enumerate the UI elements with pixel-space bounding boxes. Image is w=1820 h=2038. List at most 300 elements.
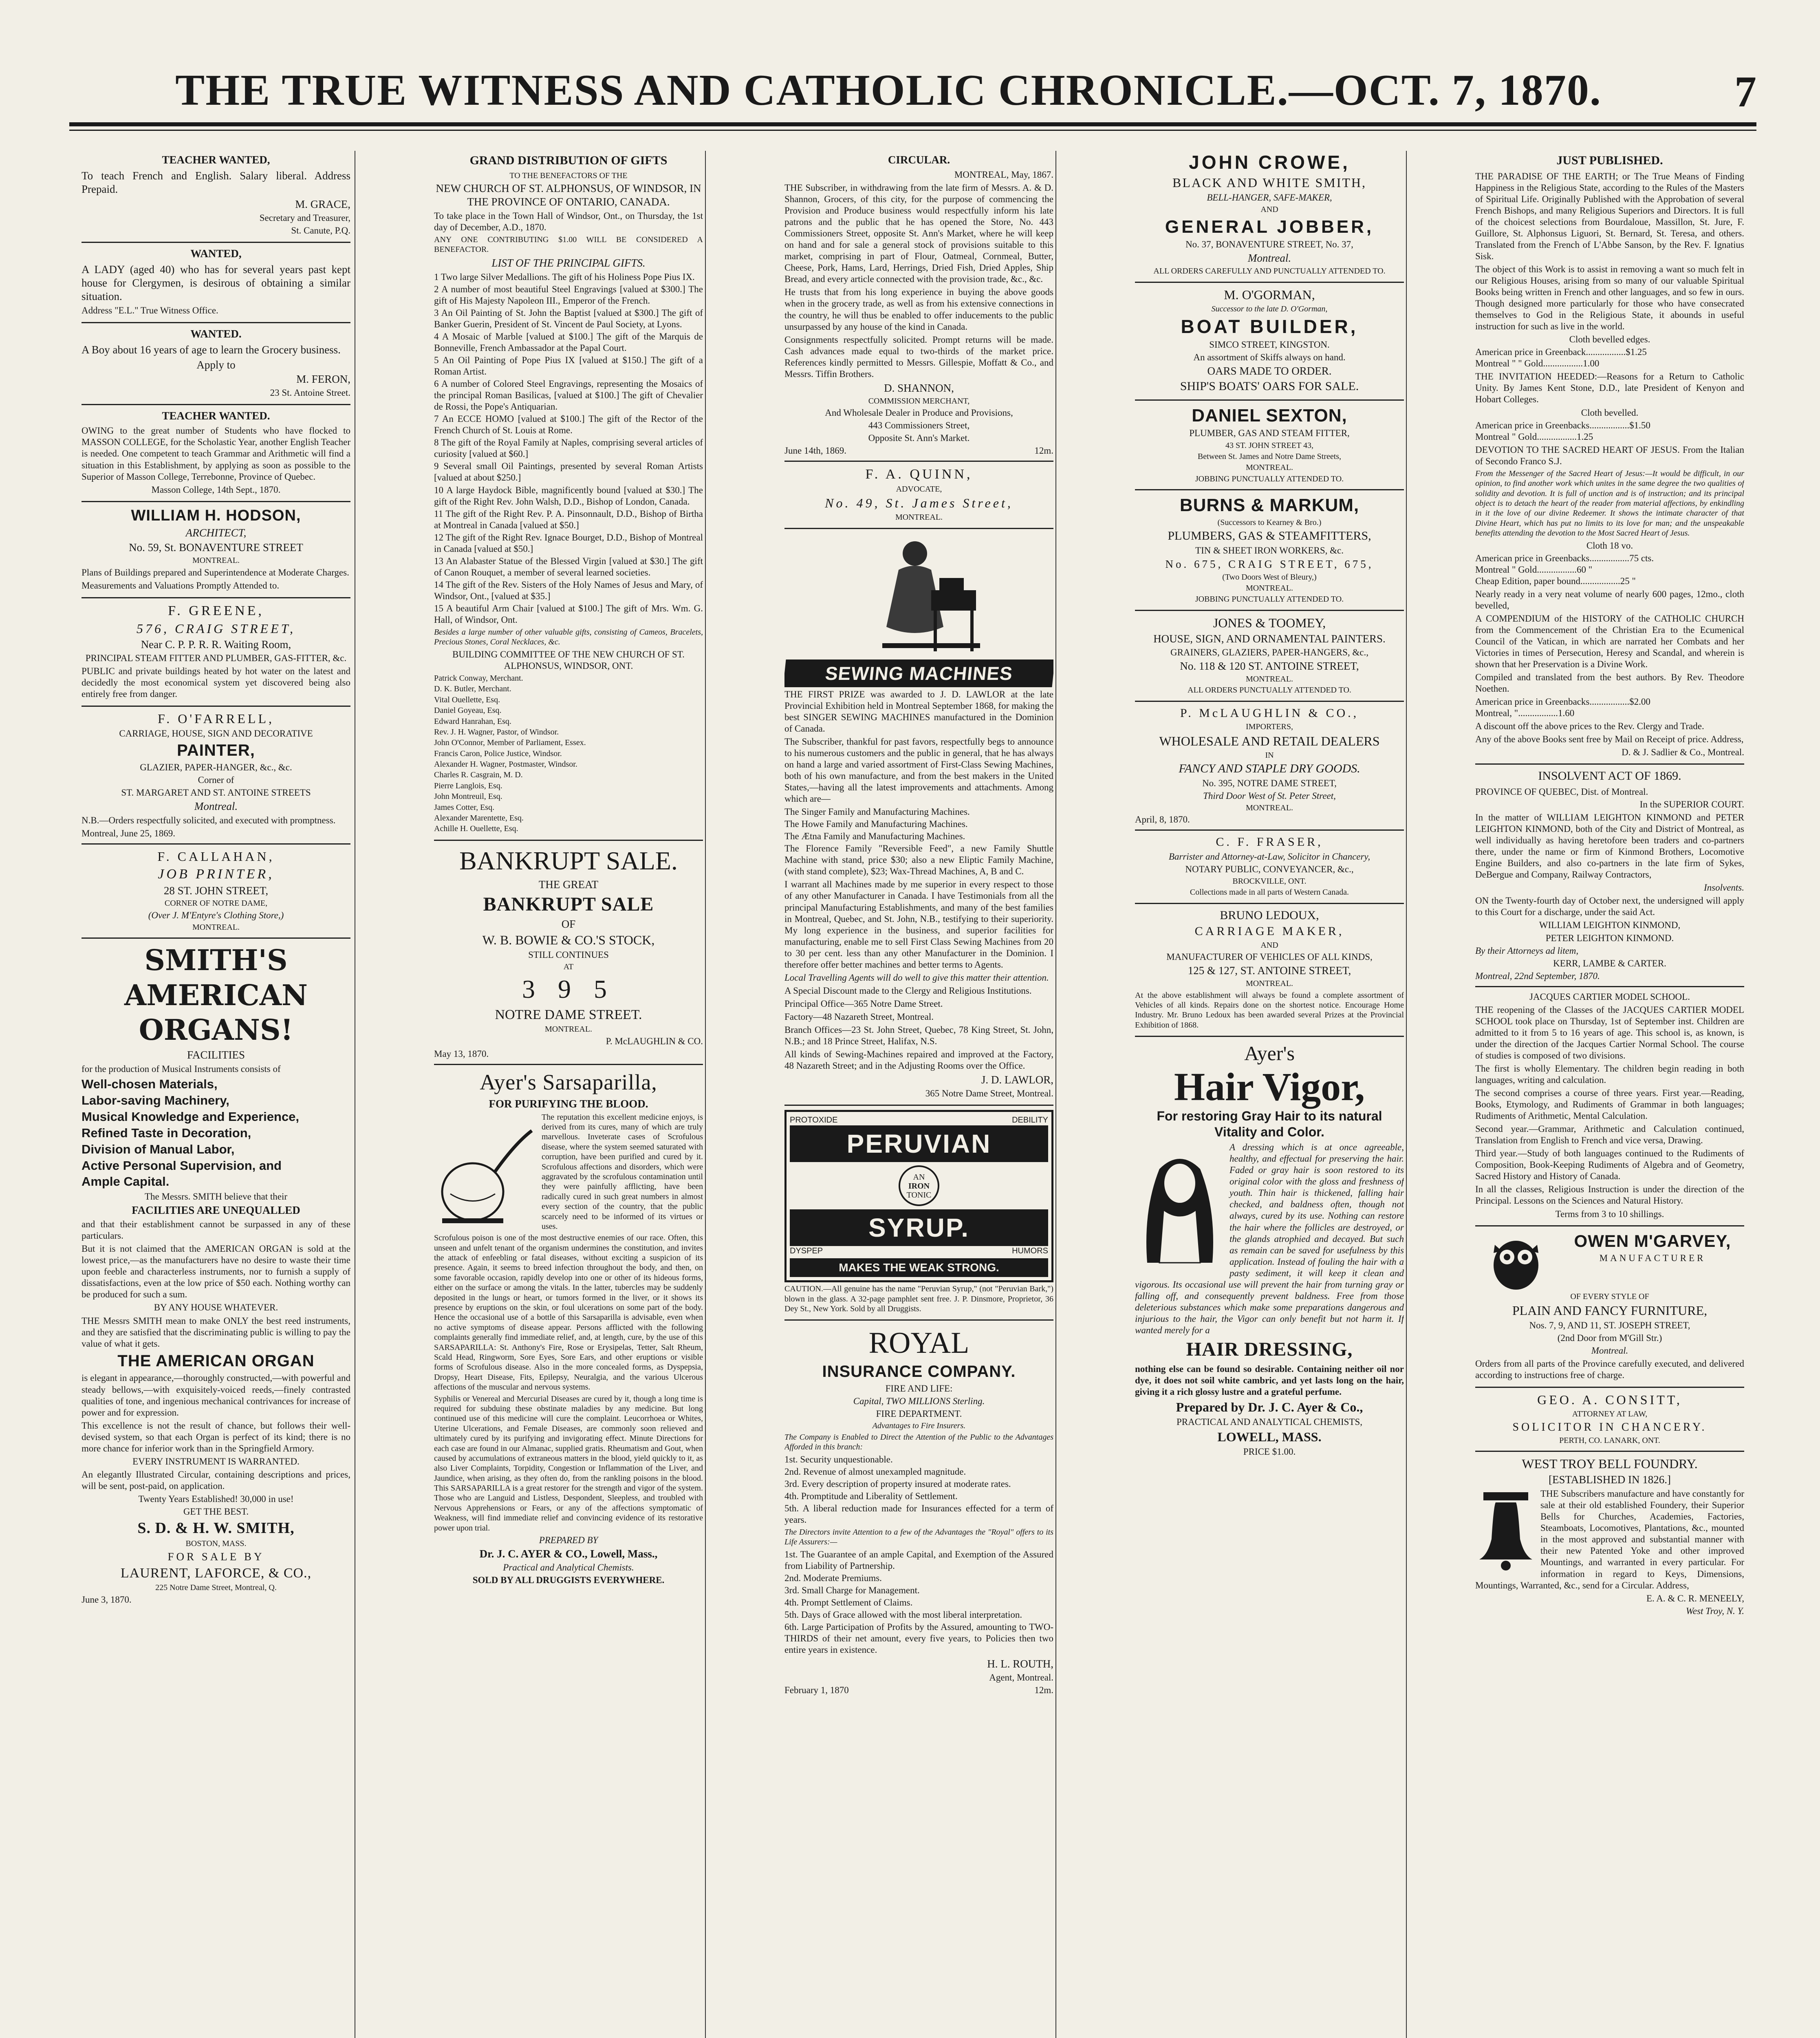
- ad-text: OARS MADE TO ORDER.: [1207, 365, 1332, 377]
- ad-address: No. 395, NOTRE DAME STREET,: [1202, 778, 1337, 788]
- ad-text: Third Door West of St. Peter Street,: [1203, 790, 1336, 801]
- ad-address: No. 37, BONAVENTURE STREET, No. 37,: [1185, 239, 1353, 250]
- ad-name: OWEN M'GARVEY,: [1574, 1231, 1731, 1251]
- ad-heading: HAIR DRESSING,: [1186, 1338, 1353, 1360]
- list-item: Refined Taste in Decoration,: [82, 1125, 251, 1140]
- ad-address: 28 ST. JOHN STREET,: [163, 884, 269, 897]
- life-advantages-list: [784, 1549, 1053, 1656]
- ad-bruno-ledoux: [1135, 908, 1404, 1037]
- ad-text: This excellence is not the result of chance, but follows their well-devised system, so that each Organ is perfect of its kind; there is no more chance for inferior work than in the Springfield Armory.: [82, 1420, 350, 1454]
- ad-trade: GLAZIER, PAPER-HANGER, &c., &c.: [140, 762, 292, 772]
- label-word: PROTOXIDE: [790, 1116, 838, 1125]
- ad-heading: TEACHER WANTED.: [162, 410, 270, 422]
- ad-name: JONES & TOOMEY,: [1213, 615, 1326, 630]
- ad-text: Third year.—Study of both languages continued to the Rudiments of Composition, Book-Keeping Rudiments of Algebra and of Geometry, Sacred History and History of Canada.: [1475, 1148, 1744, 1182]
- list-item: James Cotter, Esq.: [434, 803, 495, 812]
- ad-heading: PAINTER,: [177, 741, 255, 760]
- ad-trade: WHOLESALE AND RETAIL DEALERS: [1159, 733, 1380, 748]
- ad-text: Cloth 18 vo.: [1586, 540, 1633, 551]
- syrup-tagline: MAKES THE WEAK STRONG.: [790, 1258, 1048, 1277]
- ad-city: MONTREAL.: [1245, 584, 1293, 593]
- ad-address: NOTRE DAME STREET.: [495, 1007, 642, 1022]
- ad-text: Insolvents.: [1703, 882, 1744, 893]
- features-list: [82, 1076, 350, 1189]
- ad-text: SHIP'S BOATS' OARS FOR SALE.: [1180, 379, 1359, 393]
- ad-date: Montreal, 22nd September, 1870.: [1475, 970, 1600, 981]
- list-item: 2 A number of most beautiful Steel Engravings [valued at $300.] The gift of His Majesty Napoleon III., Emperor of the French.: [434, 284, 703, 306]
- ad-address: 43 ST. JOHN STREET 43,: [1225, 441, 1313, 450]
- ad-heading: WEST TROY BELL FOUNDRY.: [1522, 1456, 1698, 1471]
- ad-peruvian-syrup: [784, 1110, 1053, 1321]
- ad-text: Collections made in all parts of Western Canada.: [1190, 888, 1349, 897]
- list-item: The Howe Family and Manufacturing Machines.: [784, 819, 968, 829]
- price-line: American price in Greenbacks.................75 cts.: [1475, 553, 1654, 563]
- list-item: Alexander H. Wagner, Postmaster, Windsor.: [434, 760, 577, 769]
- list-item: 6th. Large Participation of Profits by the Assured, amounting to TWO-THIRDS of their net amount, every five years, to Policies then two entire years in existence.: [784, 1622, 1053, 1655]
- ad-heading: JUST PUBLISHED.: [1556, 154, 1663, 167]
- ad-name: P. McLAUGHLIN & CO.: [606, 1036, 703, 1046]
- list-item: Active Personal Supervision, and: [82, 1158, 282, 1173]
- ad-text: Cloth bevelled.: [1581, 407, 1639, 418]
- ad-text: OF: [561, 918, 576, 931]
- ad-text: Branch Offices—23 St. John Street, Quebec, 78 King Street, St. John, N.B.; and 18 Prince Street, Halifax, N.S.: [784, 1025, 1053, 1047]
- list-item: The Ætna Family and Manufacturing Machines.: [784, 831, 965, 842]
- label-arc: [790, 1115, 1048, 1125]
- ad-trade: HOUSE, SIGN, AND ORNAMENTAL PAINTERS.: [1153, 632, 1386, 645]
- ad-signature: E. A. & C. R. MENEELY,: [1646, 1593, 1744, 1603]
- ad-bankrupt-sale: [434, 845, 703, 1065]
- ad-text: PREPARED BY: [539, 1535, 598, 1546]
- ad-text: OWING to the great number of Students who have flocked to MASSON COLLEGE, for the Scholastic Year, another English Teacher is needed. One competent to teach Grammar and Arithmetic will find a situation in this Establishment, by applying as soon as possible to the Superior of Masson College, Terrebonne, Province of Quebec.: [82, 426, 350, 482]
- list-item: Vital Ouellette, Esq.: [434, 695, 500, 704]
- ad-text: Any of the above Books sent free by Mail on Receipt of price. Address,: [1475, 734, 1744, 745]
- machines-list: [784, 806, 1053, 877]
- ad-address: No. 59, St. BONAVENTURE STREET: [129, 541, 303, 554]
- price-line: Montreal, ".................1.60: [1475, 708, 1575, 719]
- ad-heading: TEACHER WANTED,: [162, 154, 270, 166]
- ad-west-troy-bell: [1475, 1456, 1744, 1622]
- ad-name: F. O'FARRELL,: [158, 711, 274, 726]
- ad-date: MONTREAL, May, 1867.: [954, 169, 1053, 180]
- ad-text: Twenty Years Established! 30,000 in use!: [138, 1493, 294, 1504]
- ad-name: GEO. A. CONSITT,: [1537, 1392, 1682, 1407]
- ad-address: ST. MARGARET AND ST. ANTOINE STREETS: [121, 787, 311, 798]
- ad-ayers-hair-vigor: [1135, 1041, 1404, 1463]
- list-item: John O'Connor, Member of Parliament, Essex.: [434, 738, 586, 748]
- ad-text: (Over J. M'Entyre's Clothing Store,): [148, 910, 284, 920]
- ad-text: FOR SALE BY: [167, 1550, 264, 1563]
- ad-date: Masson College, 14th Sept., 1870.: [151, 484, 281, 495]
- gifts-list: [434, 271, 703, 626]
- ad-text: N.B.—Orders respectfully solicited, and executed with promptness.: [82, 815, 336, 825]
- ad-headline: ORGANS!: [139, 1013, 293, 1047]
- ad-text: A discount off the above prices to the Rev. Clergy and Trade.: [1475, 721, 1704, 732]
- ad-footer: [784, 1685, 1053, 1696]
- syrup-name: SYRUP.: [790, 1209, 1048, 1246]
- ad-subheading: BY ANY HOUSE WHATEVER.: [154, 1302, 278, 1313]
- ad-grand-distribution: [434, 153, 703, 841]
- ad-ofarrell: [82, 711, 350, 845]
- ad-wanted-lady: [82, 247, 350, 323]
- ad-text: JOBBING PUNCTUALLY ATTENDED TO.: [1195, 595, 1344, 604]
- ad-subheading: FIRE DEPARTMENT.: [876, 1408, 962, 1419]
- ad-text: Near C. P. P. R. R. Waiting Room,: [141, 638, 291, 651]
- ad-text: AND: [1260, 205, 1278, 214]
- ad-text: DEVOTION TO THE SACRED HEART OF JESUS. From the Italian of Secondo Franco S.J.: [1475, 444, 1744, 466]
- ad-trade: JOB PRINTER,: [158, 867, 274, 882]
- ad-text: The Company is Enabled to Direct the Attention of the Public to the Advantages Afforded in this branch:: [784, 1433, 1053, 1452]
- ad-address: Address "E.L." True Witness Office.: [82, 305, 218, 315]
- list-item: Rev. J. H. Wagner, Pastor, of Windsor.: [434, 727, 559, 737]
- price-line: American price in Greenbacks.................$2.00: [1475, 697, 1650, 707]
- ad-mclaughlin: [1135, 706, 1404, 831]
- ad-city: PERTH, CO. LANARK, ONT.: [1559, 1436, 1660, 1445]
- ad-headline: ROYAL: [868, 1326, 969, 1360]
- masthead-rule-thin: [69, 130, 1756, 131]
- ad-ogorman: [1135, 287, 1404, 401]
- seal-word: AN: [913, 1172, 925, 1182]
- ad-sewing-machines: [784, 533, 1053, 1106]
- ad-text: [ESTABLISHED IN 1826.]: [1548, 1473, 1671, 1486]
- price-line: American price in Greenbacks.................$1.50: [1475, 420, 1650, 430]
- list-item: Daniel Goyeau, Esq.: [434, 706, 502, 715]
- ad-fraser: [1135, 835, 1404, 904]
- ad-text: THE FIRST PRIZE was awarded to J. D. LAWLOR at the late Provincial Exhibition held in Montreal September 1868, for making the best SINGER SEWING MACHINES manufactured in the Dominion of Canada.: [784, 689, 1053, 734]
- column-divider: [1406, 151, 1407, 2038]
- ad-text: In the matter of WILLIAM LEIGHTON KINMOND and PETER LEIGHTON KINMOND, both of the City and District of Montreal, as well individually as having heretofore been traders and co-partners there, under the name or firm of Kinmond Brothers, Locomotive Engine Builders, and also co-partners in the late firm of Sykes, DeBergue and Company, Railway Contractors,: [1475, 812, 1744, 880]
- ad-text: A LADY (aged 40) who has for several years past kept house for Clergymen, is desirous of obtaining a similar situation.: [82, 263, 350, 302]
- ad-role: IMPORTERS,: [1245, 722, 1293, 732]
- ad-text: A dressing which is at once agreeable, healthy, and effectual for preserving the hair. Faded or gray hair is soon restored to its original color with the gloss and freshness of youth. Thin hair is thickened, falling hair checked, and baldness often, though not always, cured by its use. Nothing can restore the hair where the follicles are destroyed, or the glands atrophied and decayed. But such as remain can be saved for usefulness by this application. Instead of fouling the hair with a pasty sediment, it will keep it clean and vigorous. Its occasional use will prevent the hair from turning gray or falling off, and consequently prevent baldness. Free from those deleterious substances which make some preparations dangerous and injurious to the hair, the Vigor can only benefit but not harm it. If wanted merely for a: [1135, 1142, 1404, 1335]
- ad-jones-toomey: [1135, 615, 1404, 702]
- ad-trade: FANCY AND STAPLE DRY GOODS.: [1179, 762, 1360, 776]
- ad-greene: [82, 602, 350, 707]
- ad-john-crowe: [1135, 151, 1404, 283]
- ad-text: CAUTION.—All genuine has the name "Peruvian Syrup," (not "Peruvian Bark,") blown in the glass. A 32-page pamphlet sent free. J. P. Dinsmore, Proprietor, 36 Dey St., New York. Sold by all Druggists.: [784, 1284, 1053, 1314]
- ad-headline: Ayer's: [1244, 1042, 1295, 1065]
- ad-text: (2nd Door from M'Gill Str.): [1557, 1333, 1662, 1343]
- ad-headline: BANKRUPT SALE.: [459, 846, 678, 875]
- ad-name: D. SHANNON,: [884, 382, 954, 394]
- ad-text: ANY ONE CONTRIBUTING $1.00 WILL BE CONSIDERED A BENEFACTOR.: [434, 235, 703, 254]
- ad-text: Principal Office—365 Notre Dame Street.: [784, 998, 943, 1009]
- ad-headline: SMITH'S: [144, 943, 288, 977]
- ad-signature: Secretary and Treasurer,: [259, 212, 350, 223]
- ad-text: The reputation this excellent medicine enjoys, is derived from its cures, many of which are truly marvellous. Inveterate cases of Scrofulous disease, where the system seemed saturated with corruption, have been purified and cured by it. Scrofulous affections and disorders, which were aggravated by the scrofulous contamination until they were painfully afflicting, have been radically cured in such great numbers in almost every section of the country, that the public scarcely need to be informed of its virtues or uses.: [542, 1112, 703, 1231]
- iron-tonic-seal: [899, 1165, 939, 1206]
- column-1: [82, 151, 350, 2038]
- ad-text: FIRE AND LIFE:: [885, 1383, 953, 1394]
- ad-just-published: [1475, 153, 1744, 765]
- ad-text: Plans of Buildings prepared and Superintendence at Moderate Charges.: [82, 567, 349, 578]
- ad-date: Montreal, June 25, 1869.: [82, 828, 175, 838]
- list-item: 9 Several small Oil Paintings, presented by several Roman Artists [valued at about $250.]: [434, 461, 703, 483]
- ad-name: BRUNO LEDOUX,: [1220, 908, 1319, 922]
- label-word: DEBILITY: [1012, 1116, 1048, 1125]
- seal-word: TONIC: [906, 1190, 932, 1200]
- list-item: 1st. Security unquestionable.: [784, 1454, 893, 1465]
- list-item: Achille H. Ouellette, Esq.: [434, 824, 518, 834]
- ad-text: Orders from all parts of the Province carefully executed, and delivered according to instructions free of charge.: [1475, 1359, 1744, 1381]
- ad-address: No. 675, CRAIG STREET, 675,: [1165, 558, 1374, 570]
- ad-text: Corner of: [198, 774, 234, 785]
- ad-city: MONTREAL.: [544, 1025, 593, 1034]
- ad-text: I warrant all Machines made by me superior in every respect to those of any other Manufacturer in Canada. I have Testimonials from all the principal Manufacturing Establishments, and many of the best families in Montreal, Quebec, and St. John, N.B., testifying to their superiority. My long experience in the business, and superior facilities for manufacturing, enable me to sell First Class Sewing Machines from 20 to 30 per cent. less than any other Manufacturer in the Dominion. I therefore offer better machines and better terms to Agents.: [784, 879, 1053, 970]
- ad-text: Nearly ready in a very neat volume of nearly 600 pages, 12mo., cloth bevelled,: [1475, 589, 1744, 611]
- ad-callahan: [82, 849, 350, 939]
- ad-text: THE PARADISE OF THE EARTH; or The True Means of Finding Happiness in the Religious State, according to the Rules of the Masters of Spiritual Life. Originally Published with the Approbation of several French Bishops, and many Religious Superiors and Directors. It is full of the choicest selections from Bourdaloue, Massillon, St. Jure, F. Guillore, St. Alphonsus Liguori, St. Bernard, St. Teresa, and others. Translated from the French of L'Abbe Sanson, by the Rev. F. Ignatius Sisk.: [1475, 171, 1744, 261]
- list-item: Pierre Langlois, Esq.: [434, 781, 502, 790]
- list-item: 5th. Days of Grace allowed with the most liberal interpretation.: [784, 1610, 1022, 1620]
- ad-text: The Subscriber, thankful for past favors, respectfully begs to announce to his numerous customers and the public in general, that he has always on hand a large and varied assortment of First-Class Sewing Machines, both of his own manufacture, and from the best makers in the United States,—having all the latest improvements and attachments. Among which are—: [784, 736, 1053, 804]
- ad-name: LAURENT, LAFORCE, & CO.,: [120, 1565, 312, 1581]
- ad-text: Measurements and Valuations Promptly Attended to.: [82, 580, 280, 591]
- bell-illustration: [1475, 1490, 1536, 1572]
- ad-text: ON the Twenty-fourth day of October next, the undersigned will apply to this Court for a discharge, under the said Act.: [1475, 895, 1744, 918]
- ad-text: From the Messenger of the Sacred Heart of Jesus:—It would be difficult, in our opinion, to find another work which unites in the same degree the two qualities of solidity and devotion. It is full of unction and is of instruction; and its principal object is to detach the heart of the reader from material affections, by enkindling in it the love of our divine Redeemer. It shows the intimate character of that Divine Heart, which has put no limits to its love for man; and the unspeakable benefits attending the devotion to the Most Sacred Heart of Jesus.: [1475, 469, 1744, 538]
- ad-text: The first is wholly Elementary. The children begin reading in both languages, writing and calculation.: [1475, 1063, 1744, 1085]
- ad-headline: AMERICAN: [124, 978, 308, 1012]
- ad-address: 23 St. Antoine Street.: [270, 388, 350, 398]
- ad-text: AT: [563, 962, 574, 972]
- list-item: John Montreuil, Esq.: [434, 792, 502, 801]
- column-4: [1135, 151, 1404, 2038]
- ad-trade: TIN & SHEET IRON WORKERS, &c.: [1195, 545, 1344, 556]
- ad-signature: PETER LEIGHTON KINMOND.: [1545, 933, 1674, 943]
- list-item: Edward Hanrahan, Esq.: [434, 717, 511, 726]
- ad-name: Dr. J. C. AYER & CO., Lowell, Mass.,: [479, 1548, 658, 1560]
- list-item: The Florence Family "Reversible Feed", a new Family Shuttle Machine with stand, price $30; also a new Eliptic Family Machine, (with stand complete), $23; Wax-Thread Machines, A, B and C.: [784, 843, 1053, 877]
- ad-role: MANUFACTURER: [1599, 1253, 1706, 1263]
- ad-headline: THE AMERICAN ORGAN: [117, 1352, 315, 1370]
- ad-consitt: [1475, 1392, 1744, 1452]
- ad-quinn: [784, 466, 1053, 529]
- ad-heading: CIRCULAR.: [888, 154, 950, 166]
- ad-teacher-wanted: [82, 153, 350, 243]
- ad-role: Agent, Montreal.: [989, 1672, 1053, 1683]
- list-item: 1 Two large Silver Medallions. The gift of his Holiness Pope Pius IX.: [434, 271, 695, 282]
- masthead: [69, 65, 1756, 126]
- ad-subheading: FACILITIES ARE UNEQUALLED: [132, 1204, 300, 1217]
- ad-headline-banner: SEWING MACHINES: [784, 659, 1053, 687]
- ad-text: The second comprises a course of three years. First year.—Reading, Books, Etymology, and Rudiments of Grammar in both languages; Rudiments of Arithmetic, Mental Calculation.: [1475, 1088, 1744, 1121]
- ad-signature: H. L. ROUTH,: [987, 1658, 1053, 1670]
- ad-text: A Special Discount made to the Clergy and Religious Institutions.: [784, 985, 1032, 996]
- list-item: The Singer Family and Manufacturing Machines.: [784, 807, 970, 817]
- ad-text: He trusts that from his long experience in buying the above goods when in the grocery trade, as well as from his extensive connections in the country, he will thus be enabled to offer inducements to the public unsurpassed by any house of the kind in Canada.: [784, 287, 1053, 332]
- ad-name: DANIEL SEXTON,: [1192, 405, 1347, 426]
- ad-royal-insurance: [784, 1325, 1053, 1700]
- ad-text: THE Subscriber, in withdrawing from the late firm of Messrs. A. & D. Shannon, Grocers, of this city, for the purpose of commencing the Provision and Produce business would respectfully inform his late patrons and the public that he has opened the Store, No. 443 Commissioners Street, opposite St. Ann's Market, where he will keep on hand and for sale a general stock of provisions suitable to this market, comprising in part of Flour, Oatmeal, Cornmeal, Butter, Cheese, Pork, Hams, Lard, Herrings, Dried Fish, Dried Apples, Ship Bread, and every article connected with the provision trade, &c., &c.: [784, 182, 1053, 285]
- ad-text: Terms from 3 to 10 shillings.: [1555, 1209, 1664, 1219]
- ad-text: TO THE BENEFACTORS OF THE: [509, 171, 628, 180]
- ad-text: PROVINCE OF QUEBEC, Dist. of Montreal.: [1475, 786, 1648, 797]
- ad-text: THE Subscribers manufacture and have constantly for sale at their old established Foundery, their Superior Bells for Churches, Academies, Factories, Steamboats, Locomotives, Plantations, &c., mounted in the most approved and substantial manner with their new Patented Yoke and other improved Mountings, and warranted in every particular. For information in regard to Keys, Dimensions, Mountings, Warranted, &c., send for a Circular. Address,: [1475, 1489, 1744, 1590]
- ad-text: Practical and Analytical Chemists.: [503, 1562, 634, 1573]
- ad-heading: BANKRUPT SALE: [483, 893, 654, 915]
- ad-trade: GRAINERS, GLAZIERS, PAPER-HANGERS, &c.,: [1170, 647, 1369, 657]
- ad-city: Montreal.: [1247, 252, 1291, 265]
- ad-trade: PRINCIPAL STEAM FITTER AND PLUMBER, GAS-FITTER, &c.: [85, 653, 347, 663]
- syrup-name: PERUVIAN: [790, 1125, 1048, 1162]
- ad-address: Nos. 7, 9, AND 11, ST. JOSEPH STREET,: [1529, 1320, 1690, 1330]
- price-line: Montreal " " Gold.................1.00: [1475, 358, 1600, 369]
- ad-trade: CARRIAGE, HOUSE, SIGN AND DECORATIVE: [119, 728, 313, 739]
- ad-date: June 3, 1870.: [82, 1594, 132, 1605]
- ad-heading: BOAT BUILDER,: [1181, 316, 1358, 337]
- ad-role: ARCHITECT,: [185, 527, 247, 539]
- ad-city: MONTREAL.: [1245, 463, 1293, 472]
- fire-advantages-list: [784, 1454, 1053, 1526]
- ad-text: Capital, TWO MILLIONS Sterling.: [853, 1396, 985, 1406]
- ad-city: MONTREAL.: [1245, 979, 1293, 988]
- label-word: DYSPEP: [790, 1246, 823, 1255]
- list-item: 2nd. Moderate Premiums.: [784, 1573, 882, 1583]
- ad-heading: GENERAL JOBBER,: [1165, 216, 1374, 237]
- ad-signature: D. & J. Sadlier & Co., Montreal.: [1622, 747, 1744, 758]
- newspaper-title: THE TRUE WITNESS AND CATHOLIC CHRONICLE.—OCT. 7, 1870.: [175, 66, 1602, 115]
- ad-text: nothing else can be found so desirable. Containing neither oil nor dye, it does not soil white cambric, and yet lasts long on the hair, giving it a rich glossy lustre and a grateful perfume.: [1135, 1363, 1404, 1397]
- syrup-label: [784, 1110, 1053, 1282]
- ad-text: AND: [1260, 940, 1278, 950]
- ad-text: Between St. James and Notre Dame Streets,: [1197, 452, 1342, 461]
- ad-city: MONTREAL.: [192, 922, 240, 932]
- ad-text: To teach French and English. Salary liberal. Address Prepaid.: [82, 169, 350, 195]
- ad-role: ADVOCATE,: [896, 484, 942, 494]
- ad-name: P. McLAUGHLIN & CO.,: [1180, 706, 1359, 720]
- column-divider: [1055, 151, 1056, 2038]
- ad-text: GET THE BEST.: [183, 1506, 249, 1517]
- ad-date: April, 8, 1870.: [1135, 814, 1190, 825]
- list-item: 3 An Oil Painting of St. John the Baptist [valued at $300.] The gift of Banker Guerin, President of St. Vincent de Paul Society, at Lyons.: [434, 307, 703, 329]
- ad-address: 225 Notre Dame Street, Montreal, Q.: [155, 1583, 277, 1592]
- list-item: 6 A number of Colored Steel Engravings, representing the Mosaics of the principal Roman Basilicas, [valued at $100.] The gift of Chevalier de Rossi, the Pope's Antiquarian.: [434, 379, 703, 412]
- ad-text: In all the classes, Religious Instruction is under the direction of the Principal. Lessons on the Sciences and Natural History.: [1475, 1184, 1744, 1206]
- list-item: Well-chosen Materials,: [82, 1077, 218, 1092]
- ad-trade: PLUMBERS, GAS & STEAMFITTERS,: [1168, 529, 1371, 543]
- ad-text: Local Travelling Agents will do well to give this matter their attention.: [784, 972, 1049, 983]
- list-item: 3rd. Small Charge for Management.: [784, 1585, 920, 1596]
- ad-heading: INSURANCE COMPANY.: [822, 1362, 1016, 1381]
- seal-word: IRON: [908, 1181, 930, 1191]
- ad-subheading: FACILITIES: [187, 1049, 245, 1061]
- ad-text: Factory—48 Nazareth Street, Montreal.: [784, 1011, 934, 1022]
- ad-address: Opposite St. Ann's Market.: [868, 433, 970, 443]
- ad-signature: M. GRACE,: [295, 198, 350, 210]
- list-item: 11 The gift of the Right Rev. P. A. Pinsonnault, D.D., Bishop of Birtha at Montreal in Canada [valued at $50.]: [434, 508, 703, 530]
- ad-text: ALL ORDERS CAREFULLY AND PUNCTUALLY ATTENDED TO.: [1153, 267, 1386, 276]
- list-item: 10 A large Haydock Bible, magnificently bound [valued at $30.] The gift of the Right Rev. John Walsh, D.D., Bishop of London, Canada.: [434, 485, 703, 507]
- price-line: American price in Greenback.................$1.25: [1475, 347, 1647, 357]
- ad-text: Second year.—Grammar, Arithmetic and Calculation continued, Translation from English to French and vice versa, Drawing.: [1475, 1124, 1744, 1146]
- ad-heading: JACQUES CARTIER MODEL SCHOOL.: [1529, 991, 1690, 1002]
- ad-headline: Hair Vigor,: [1174, 1065, 1365, 1109]
- ad-signature: KERR, LAMBE & CARTER.: [1553, 958, 1666, 968]
- ad-text: Consignments respectfully solicited. Prompt returns will be made. Cash advances made equal to two-thirds of the market price. References kindly permitted to Messrs. Gillespie, Moffatt & Co., and Messrs. Tiffin Brothers.: [784, 334, 1053, 379]
- ad-wanted-boy: [82, 327, 350, 406]
- list-item: D. K. Butler, Merchant.: [434, 684, 511, 694]
- ad-text: OF EVERY STYLE OF: [1570, 1292, 1649, 1301]
- ad-footer: [784, 445, 1053, 457]
- ad-text: JOBBING PUNCTUALLY ATTENDED TO.: [1195, 474, 1344, 483]
- ad-role: SOLICITOR IN CHANCERY.: [1512, 1420, 1707, 1434]
- ad-city: BOSTON, MASS.: [185, 1539, 247, 1548]
- ad-text: The Messrs. SMITH believe that their: [144, 1191, 288, 1202]
- ad-text: By their Attorneys ad litem,: [1475, 945, 1579, 956]
- ad-address: 576, CRAIG STREET,: [136, 621, 296, 636]
- ad-date: May 13, 1870.: [434, 1048, 489, 1059]
- ad-text: Compiled and translated from the best authors. By Rev. Theodore Noethen.: [1475, 672, 1744, 694]
- list-item: 4th. Promptitude and Liberality of Settlement.: [784, 1491, 958, 1501]
- ad-text: To take place in the Town Hall of Windsor, Ont., on Thursday, the 1st day of December, A.D., 1870.: [434, 210, 703, 232]
- ad-name: F. GREENE,: [168, 603, 264, 619]
- ad-trade: PLAIN AND FANCY FURNITURE,: [1512, 1303, 1708, 1318]
- list-item: Division of Manual Labor,: [82, 1142, 235, 1156]
- ad-trade: PLUMBER, GAS AND STEAM FITTER,: [1189, 428, 1350, 439]
- ad-text: for the production of Musical Instruments consists of: [82, 1064, 281, 1074]
- ad-circular-shannon: [784, 153, 1053, 462]
- ad-text: An elegantly Illustrated Circular, containing descriptions and prices, will be sent, post-paid, on application.: [82, 1469, 350, 1491]
- ad-text: THE INVITATION HEEDED:—Reasons for a Return to Catholic Unity. By James Kent Stone, D.D., late President of Kenyon and Hobart Colleges.: [1475, 371, 1744, 405]
- ad-name: BURNS & MARKUM,: [1179, 495, 1359, 516]
- list-item: 5 An Oil Painting of Pope Pius IX [valued at $150.] The gift of a Roman Artist.: [434, 355, 703, 377]
- label-arc: [790, 1246, 1048, 1256]
- list-item: Ample Capital.: [82, 1174, 170, 1189]
- ad-role: ATTORNEY AT LAW,: [1572, 1409, 1648, 1419]
- column-3: [784, 151, 1053, 2038]
- ad-text: is elegant in appearance,—thoroughly constructed,—with powerful and steady bellows,—with exquisitely-voiced reeds,—finely contrasted qualities of tone, and ingenious mechanical contrivances for increase of power and for expression.: [82, 1373, 350, 1418]
- list-item: 13 An Alabaster Statue of the Blessed Virgin [valued at $30.] The gift of Canon Rouquet, a member of several learned societies.: [434, 556, 703, 578]
- ad-city: Montreal.: [1591, 1345, 1628, 1356]
- ad-text: Successor to the late D. O'Gorman,: [1211, 304, 1328, 313]
- price-line: Cheap Edition, paper bound.................25 ": [1475, 576, 1636, 586]
- ad-city: Montreal.: [194, 800, 238, 813]
- ad-text: (Successors to Kearney & Bro.): [1217, 518, 1322, 527]
- ad-signature: J. D. LAWLOR,: [981, 1074, 1053, 1086]
- ad-subheading: FOR PURIFYING THE BLOOD.: [489, 1097, 648, 1110]
- ad-text: Scrofulous poison is one of the most destructive enemies of our race. Often, this unseen and unfelt tenant of the organism undermines the constitution, and invites the attack of enfeebling or fatal diseases, without exciting a suspicion of its presence. Again, it seems to breed infection throughout the body, and then, on some favorable occasion, rapidly develop into one or other of its hideous forms, either on the surface or among the vitals. In the latter, tubercles may be suddenly deposited in the lungs or heart, or tumors formed in the liver, or it shows its presence by eruptions on the skin, or foul ulcerations on some part of the body. Hence the occasional use of a bottle of this Sarsaparilla is advisable, even when no active symptoms of disease appear. Persons afflicted with the following complaints generally find immediate relief, and, at length, cure, by the use of this SARSAPARILLA: St. Anthony's Fire, Rose or Erysipelas, Tetter, Salt Rheum, Scald Head, Ringworm, Sore Eyes, Sore Ears, and other eruptions or visible forms of Scrofulous disease. Also in the more concealed forms, as Dyspepsia, Dropsy, Heart Disease, Fits, Epilepsy, Neuralgia, and the various Ulcerous affections of the muscular and nervous systems.: [434, 1233, 703, 1392]
- ad-text: And Wholesale Dealer in Produce and Provisions,: [825, 408, 1013, 418]
- ad-term: 12m.: [1034, 1685, 1053, 1696]
- ad-heading: GRAND DISTRIBUTION OF GIFTS: [469, 154, 668, 167]
- ad-signature: St. Canute, P.Q.: [291, 225, 350, 236]
- ad-text: ALL ORDERS PUNCTUALLY ATTENDED TO.: [1188, 686, 1351, 695]
- woman-portrait-illustration: [1135, 1145, 1225, 1267]
- ad-address: No. 49, St. James Street,: [825, 496, 1013, 511]
- ad-smith-organs: [82, 943, 350, 1609]
- ad-teacher-masson: [82, 409, 350, 502]
- column-divider: [705, 151, 706, 2038]
- ad-address: SIMCO STREET, KINGSTON.: [1209, 340, 1330, 350]
- owl-emblem-illustration: [1475, 1231, 1557, 1292]
- ad-owen-mcgarvey: [1475, 1231, 1744, 1388]
- ad-trade: CARRIAGE MAKER,: [1194, 924, 1344, 938]
- ad-heading: INSOLVENT ACT OF 1869.: [1538, 769, 1681, 783]
- ad-text: A Boy about 16 years of age to learn the Grocery business.: [82, 343, 341, 356]
- list-item: 1st. The Guarantee of an ample Capital, and Exemption of the Assured from Liability of Partnership.: [784, 1549, 1053, 1571]
- ad-address: 125 & 127, ST. ANTOINE STREET,: [1188, 964, 1351, 977]
- list-item: 12 The gift of the Right Rev. Ignace Bourget, D.D., Bishop of Montreal in Canada [valued at $50.]: [434, 532, 703, 554]
- ad-insolvent-act: [1475, 769, 1744, 987]
- list-item: Musical Knowledge and Experience,: [82, 1109, 300, 1124]
- sewing-woman-illustration: [858, 533, 980, 655]
- ad-daniel-sexton: [1135, 405, 1404, 490]
- ad-text: But it is not claimed that the AMERICAN ORGAN is sold at the lowest price,—as the manufacturers have no desire to waste their time upon feeble and characterless instruments, nor to furnish a supply of dissatisfactions, even at the low price of $50 each. Nothing worthy can be produced for such a sum.: [82, 1244, 350, 1300]
- ad-city: West Troy, N. Y.: [1686, 1606, 1744, 1616]
- list-item: 3rd. Every description of property insured at moderate rates.: [784, 1478, 1011, 1489]
- ad-address: 365 Notre Dame Street, Montreal.: [925, 1088, 1053, 1099]
- ad-role: COMMISSION MERCHANT,: [868, 396, 970, 406]
